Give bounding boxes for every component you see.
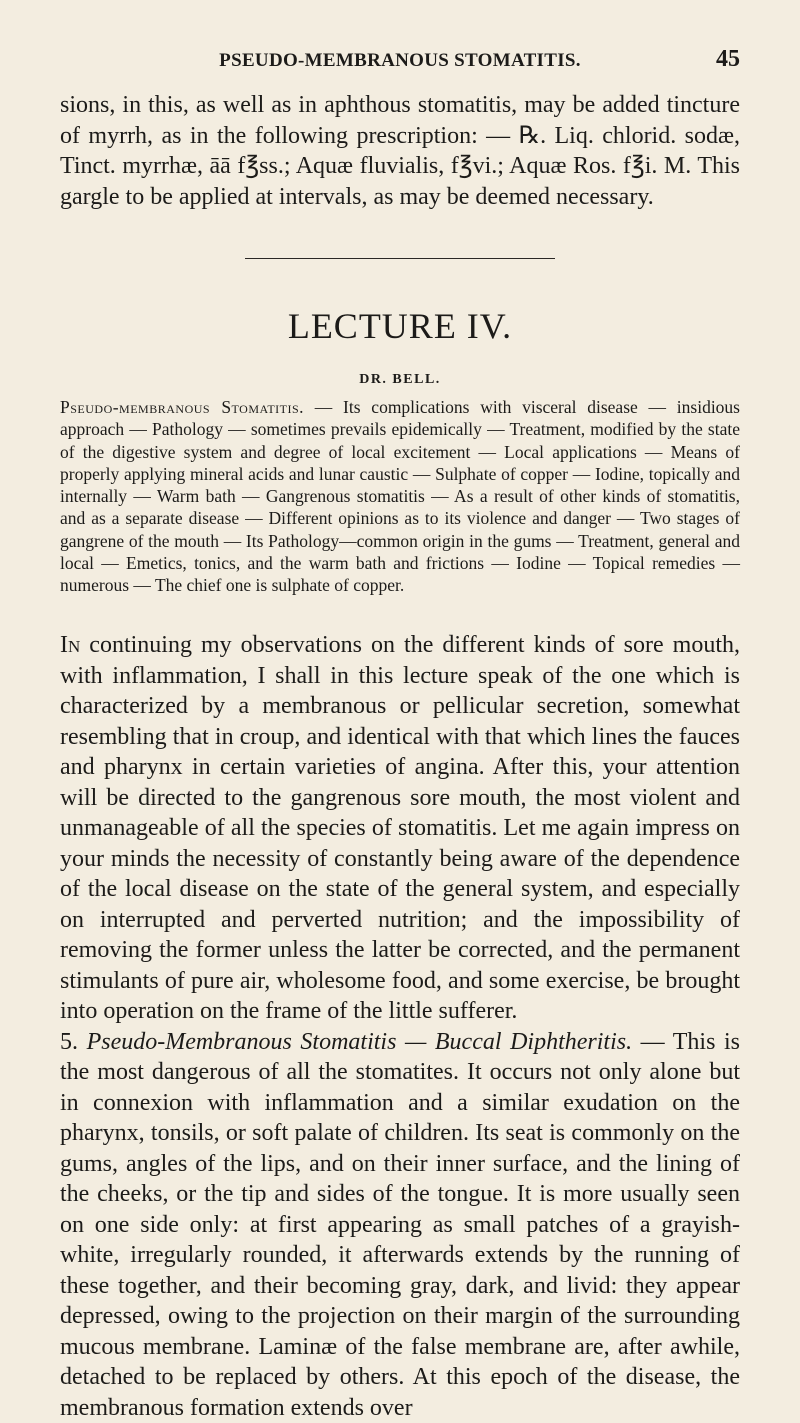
- body-paragraph-1: [60, 630, 740, 1027]
- section-title: Pseudo-Membranous Stomatitis — Buccal Diphtheritis.: [87, 1029, 633, 1055]
- continuation-paragraph: [60, 90, 740, 212]
- section-number: 5.: [60, 1029, 78, 1055]
- paragraph-initial: In: [60, 632, 80, 658]
- section-divider: [245, 258, 555, 259]
- body-paragraph-2: [60, 1027, 740, 1423]
- page-number: 45: [716, 46, 740, 73]
- paragraph-1-text: continuing my observations on the different kinds of sore mouth, with inflammation, I shall in this lecture speak of the one which is characterized by a membranous or pellicular secretion, somewhat resembling that in croup, and identical with that which lines the fauces and pharynx in certain varieties of angina. After this, your attention will be directed to the gangrenous sore mouth, the most violent and unmanageable of all the species of stomatitis. Let me again impress on your minds the necessity of constantly being aware of the dependence of the local disease on the state of the general system, and especially on interrupted and perverted nutrition; and the impossibility of removing the former unless the latter be corrected, and the permanent stimulants of pure air, wholesome food, and some exercise, be brought into operation on the frame of the little sufferer.: [60, 632, 740, 1024]
- lecture-synopsis: [60, 396, 740, 597]
- lecture-body: [60, 630, 740, 1423]
- paragraph-2-text: — This is the most dangerous of all the stomatites. It occurs not only alone but in connexion with inflammation and a similar exudation on the pharynx, tonsils, or soft palate of children. Its seat is commonly on the gums, angles of the lips, and on their inner surface, and the lining of the cheeks, or the tip and sides of the tongue. It is more usually seen on one side only: at first appearing as small patches of a grayish-white, irregularly rounded, it afterwards extends by the running of these together, and their becoming gray, dark, and livid: they appear depressed, owing to the projection on their margin of the surrounding mucous membrane. Laminæ of the false membrane are, after awhile, detached to be replaced by others. At this epoch of the disease, the membranous formation extends over: [60, 1029, 740, 1421]
- lecture-heading: LECTURE IV.: [0, 305, 800, 347]
- synopsis-text: — Its complications with visceral disease — insidious approach — Pathology — sometimes prevails epidemically — Treatment, modified by the state of the digestive system and degree of local excitement — Local applications — Means of properly applying mineral acids and lunar caustic — Sulphate of copper — Iodine, topically and internally — Warm bath — Gangrenous stomatitis — As a result of other kinds of stomatitis, and as a separate disease — Different opinions as to its violence and danger — Two stages of gangrene of the mouth — Its Pathology—common origin in the gums — Treatment, general and local — Emetics, tonics, and the warm bath and frictions — Iodine — Topical remedies — numerous — The chief one is sulphate of copper.: [60, 397, 740, 595]
- running-title: PSEUDO-MEMBRANOUS STOMATITIS.: [60, 50, 740, 72]
- synopsis-lead: Pseudo-membranous Stomatitis.: [60, 397, 304, 417]
- prescription-paragraph: sions, in this, as well as in aphthous stomatitis, may be added tincture of myrrh, as in the following prescription: — ℞. Liq. chlorid. sodæ, Tinct. myrrhæ, āā f℥ss.; Aquæ fluvialis, f℥vi.; Aquæ Ros. f℥i. M. This gargle to be applied at intervals, as may be deemed necessary.: [60, 90, 740, 212]
- lecturer-name: DR. BELL.: [0, 372, 800, 388]
- running-head: [60, 50, 740, 80]
